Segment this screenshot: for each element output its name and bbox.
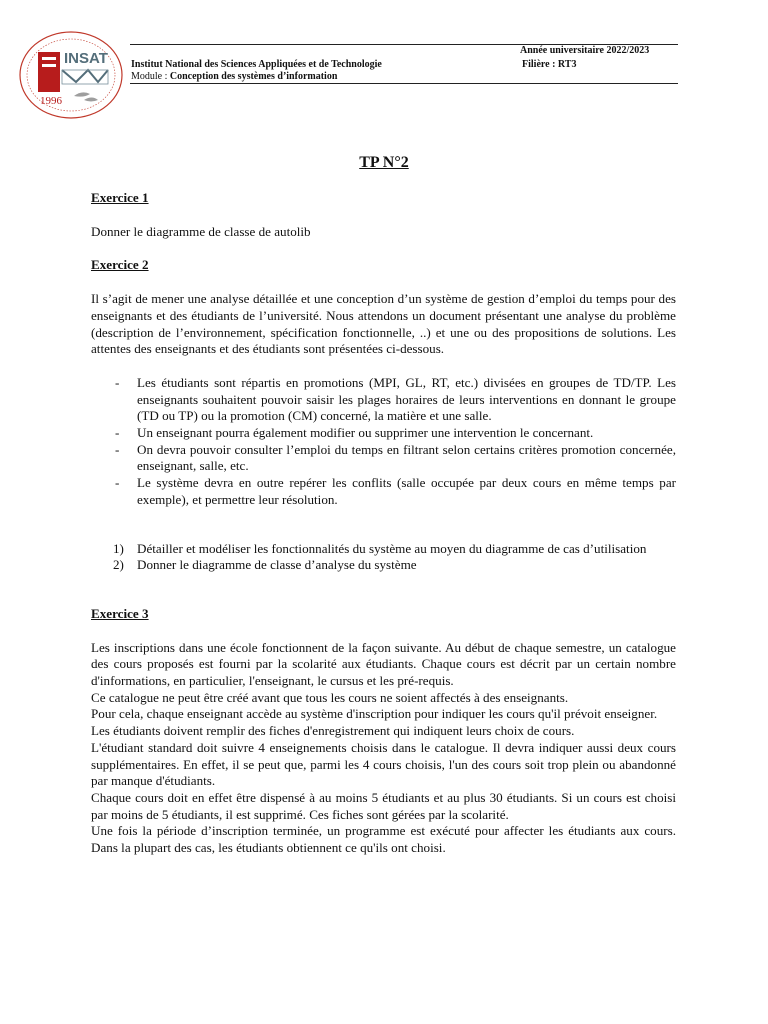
exercice3-paragraph: L'étudiant standard doit suivre 4 enseignements choisis dans le catalogue. Il devra indiquer aussi deux cours supplémentaires. En effet, il se peut que, parmi les 4 cours choisis, l'un des cours soit trop plein ou abandonné par manque d'étudiants.: [91, 739, 676, 789]
exercice2-heading: Exercice 2: [91, 257, 149, 273]
module-line: [131, 70, 337, 83]
logo-text: INSAT: [64, 50, 108, 67]
list-item: - Les étudiants sont répartis en promotions (MPI, GL, RT, etc.) divisées en groupes de TD/TP. Les enseignants souhaitent pouvoir saisir les plages horaires de leurs interventions en donnant le groupe (TD ou TP) ou la promotion (CM) concerné, la matière et une salle.: [91, 375, 676, 425]
module-label: Module :: [131, 71, 170, 82]
exercice2-questions: [91, 541, 676, 574]
question-number: 2): [113, 557, 124, 573]
exercice3-heading: Exercice 3: [91, 605, 149, 621]
document-body: [91, 190, 676, 857]
exercice3-paragraph: Les inscriptions dans une école fonctionnent de la façon suivante. Au début de chaque semestre, un catalogue des cours proposés est fourni par la scolarité aux étudiants. Chaque cours est décrit par un certain nombre d'informations, en particulier, l'enseignant, le cursus et les pré-requis.: [91, 639, 676, 689]
question-number: 1): [113, 540, 124, 556]
logo-year: 1996: [40, 95, 62, 107]
header-rule-top: [130, 44, 678, 45]
academic-year: Année universitaire 2022/2023: [520, 45, 650, 56]
question-item: [91, 557, 676, 574]
exercice2-intro: Il s’agit de mener une analyse détaillée et une conception d’un système de gestion d’emploi du temps pour des enseignants et des étudiants de l’université. Nous attendons un document présentant une analyse du problème (description de l’environnement, spécification fonctionnelle, ..) et une ou des propositions de solutions. Les attentes des enseignants et des étudiants sont présentées ci-dessous.: [91, 291, 676, 357]
exercice1-heading: Exercice 1: [91, 190, 149, 205]
exercice3-paragraph: Une fois la période d’inscription terminée, un programme est exécuté pour affecter les étudiants aux cours. Dans la plupart des cas, les étudiants obtiennent ce qu'ils ont choisi.: [91, 823, 676, 856]
module-name: Conception des systèmes d’information: [169, 71, 338, 82]
insat-logo: [18, 30, 124, 120]
list-item: - On devra pouvoir consulter l’emploi du temps en filtrant selon certains critères promotion concernée, enseignant, salle, etc.: [91, 442, 676, 475]
exercice1-text: Donner le diagramme de classe de autolib: [91, 223, 311, 239]
exercice3-paragraph: Pour cela, chaque enseignant accède au système d'inscription pour indiquer les cours qu'il prévoit enseigner.: [91, 706, 658, 722]
list-item: - Un enseignant pourra également modifier ou supprimer une intervention le concernant.: [91, 425, 676, 442]
filiere: Filière : RT3: [522, 59, 577, 70]
exercice3-paragraph: Ce catalogue ne peut être créé avant que tous les cours ne soient affectés à des enseignants.: [91, 689, 569, 705]
exercice3-paragraph: Les étudiants doivent remplir des fiches d'enregistrement qui indiquent leurs choix de cours.: [91, 723, 575, 739]
question-text: Détailler et modéliser les fonctionnalités du système au moyen du diagramme de cas d’utilisation: [137, 540, 647, 556]
page-title: TP N°2: [359, 154, 409, 171]
header-rule-bottom: [130, 83, 678, 84]
question-item: [91, 541, 676, 558]
exercice2-bullets: [91, 375, 676, 509]
institute-name: Institut National des Sciences Appliquées et de Technologie: [131, 59, 382, 70]
exercice3-body: [91, 640, 676, 857]
question-text: Donner le diagramme de classe d’analyse du système: [137, 557, 417, 573]
list-item: - Le système devra en outre repérer les conflits (salle occupée par deux cours en même temps par exemple), et permettre leur résolution.: [91, 475, 676, 508]
exercice3-paragraph: Chaque cours doit en effet être dispensé à au moins 5 étudiants et au plus 30 étudiants. Si un cours est choisi par moins de 5 étudiants, il est supprimé. Ces fiches sont gérées par la scolarité.: [91, 789, 676, 822]
